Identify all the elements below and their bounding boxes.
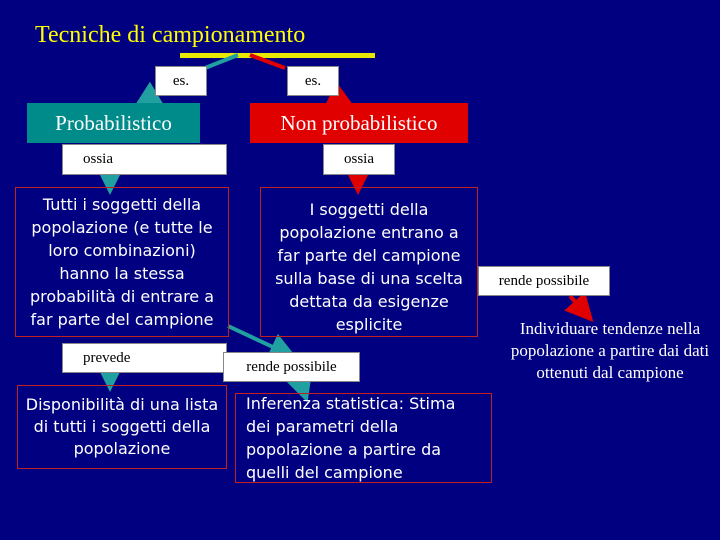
page-title: Tecniche di campionamento: [35, 22, 306, 48]
right-rende-possibile-label: rende possibile: [478, 266, 610, 296]
center-rende-possibile-label: rende possibile: [223, 352, 360, 382]
tendenze-outcome: Individuare tendenze nella popolazione a partire dai dati ottenuti dal campione: [510, 319, 710, 382]
arrow-right-to-outcome: [570, 296, 588, 316]
list-requirement: Disponibilità di una lista di tutti i soggetti della popolazione: [17, 385, 227, 469]
prevede-label: prevede: [62, 343, 227, 373]
arrow-title-to-left: [205, 55, 238, 68]
left-ossia-label: ossia: [62, 144, 227, 175]
right-es-label: es.: [287, 66, 339, 96]
inference-box: Inferenza statistica: Stima dei parametri della popolazione a partire da quelli del campione: [235, 393, 492, 483]
probabilistico-heading: Probabilistico: [27, 103, 200, 143]
right-ossia-label: ossia: [323, 144, 395, 175]
probabilistico-definition: Tutti i soggetti della popolazione (e tutte le loro combinazioni) hanno la stessa probabilità di entrare a far parte del campione: [15, 187, 229, 337]
non-probabilistico-heading: Non probabilistico: [250, 103, 468, 143]
arrow-title-to-right: [250, 55, 285, 68]
left-es-label: es.: [155, 66, 207, 96]
non-probabilistico-definition: I soggetti della popolazione entrano a far parte del campione sulla base di una scelta dettata da esigenze esplicite: [260, 187, 478, 337]
